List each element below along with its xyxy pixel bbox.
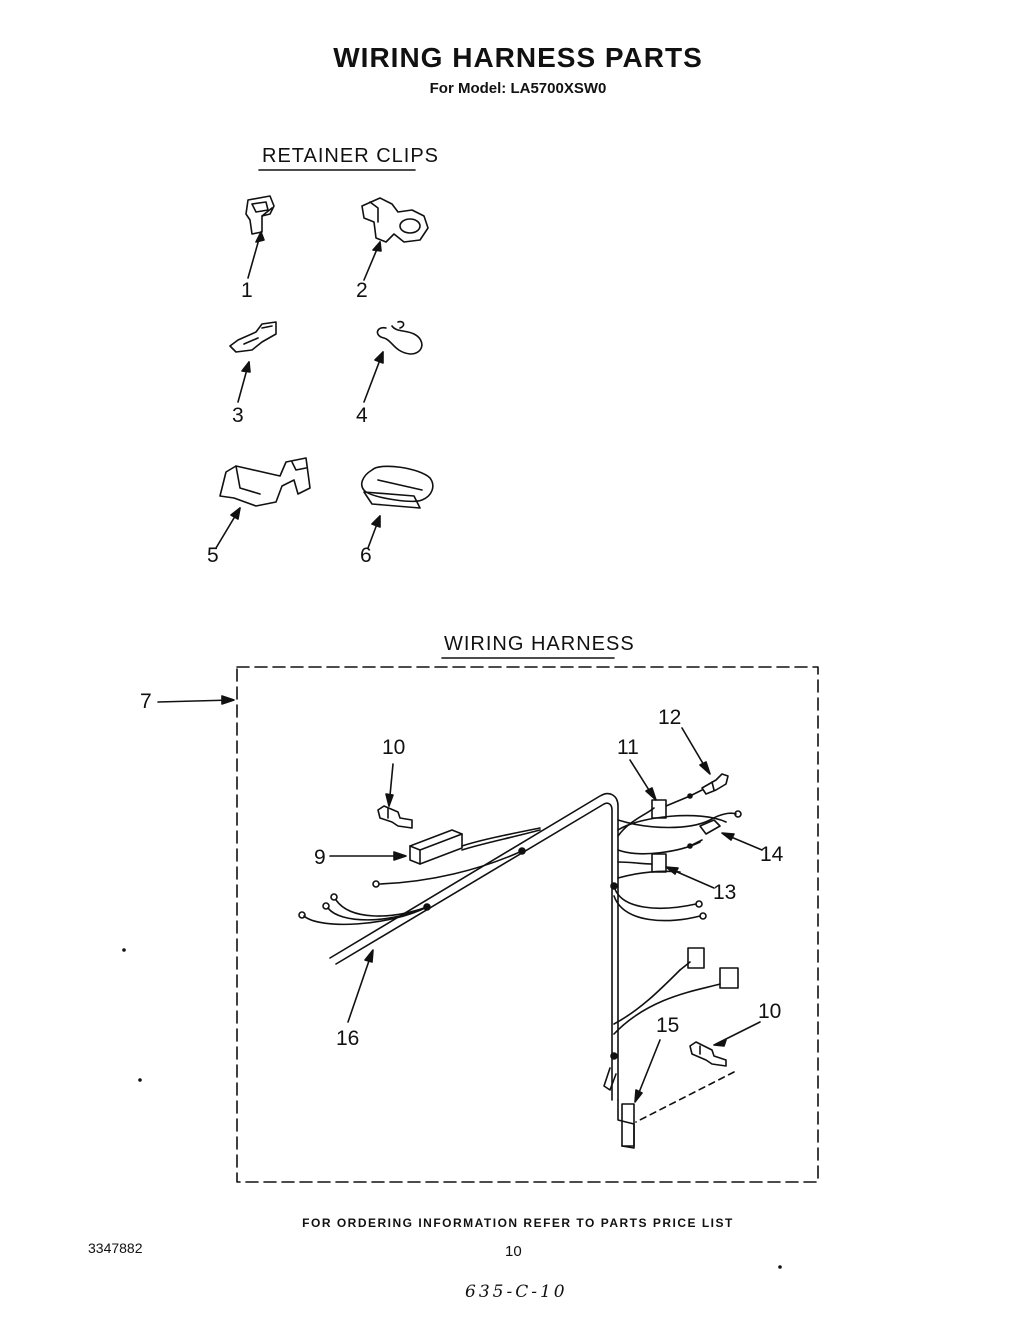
document-number: 3347882 xyxy=(88,1240,143,1256)
callout-15: 15 xyxy=(656,1014,680,1037)
arrowhead-5 xyxy=(231,508,240,519)
harness-trunk-drawing xyxy=(330,794,634,1148)
arrowhead-2 xyxy=(373,242,381,251)
page-number: 10 xyxy=(505,1243,522,1260)
arrowhead-14 xyxy=(722,833,734,840)
stray-mark xyxy=(779,1266,781,1268)
terminal-12-drawing xyxy=(702,774,728,794)
callout-16: 16 xyxy=(336,1027,360,1050)
callout-5: 5 xyxy=(207,544,219,567)
stray-mark xyxy=(123,949,125,951)
arrowhead-9 xyxy=(394,852,406,860)
arrowhead-4 xyxy=(375,352,383,363)
retainer-clip-1-drawing xyxy=(246,196,274,234)
arrowhead-15 xyxy=(635,1090,642,1102)
callout-1: 1 xyxy=(241,279,253,302)
callout-14: 14 xyxy=(760,843,784,866)
retainer-clip-2-drawing xyxy=(362,198,428,242)
terminal-10-top-drawing xyxy=(378,806,412,828)
handwritten-code: 635-C-10 xyxy=(465,1282,568,1302)
arrowhead-10-top xyxy=(386,794,393,806)
arrowhead-10-bottom xyxy=(714,1040,726,1046)
callout-7: 7 xyxy=(140,690,152,713)
page-title: WIRING HARNESS PARTS xyxy=(333,42,703,73)
harness-boundary xyxy=(237,667,818,1182)
right-branch-wires-drawing xyxy=(614,886,738,1034)
callout-11: 11 xyxy=(617,736,639,759)
connector-9-drawing xyxy=(410,830,462,864)
callout-12: 12 xyxy=(658,706,682,729)
arrowhead-7 xyxy=(222,696,234,704)
callout-6: 6 xyxy=(360,544,372,567)
terminal-10-dashed-link xyxy=(636,1072,734,1122)
leader-7 xyxy=(158,700,232,702)
callout-13: 13 xyxy=(713,881,737,904)
leader-16 xyxy=(348,952,372,1022)
arrowhead-11 xyxy=(646,788,656,800)
callout-4: 4 xyxy=(356,404,368,427)
retainer-clips-heading: RETAINER CLIPS xyxy=(262,145,439,167)
arrowhead-3 xyxy=(242,362,250,372)
callout-10-top: 10 xyxy=(382,736,406,759)
arrowhead-12 xyxy=(700,762,710,774)
connector-13-drawing xyxy=(618,854,680,878)
callout-3: 3 xyxy=(232,404,244,427)
callout-10-bottom: 10 xyxy=(758,1000,782,1023)
stray-mark xyxy=(139,1079,141,1081)
wiring-harness-heading: WIRING HARNESS xyxy=(444,633,635,655)
retainer-clip-6-drawing xyxy=(362,466,433,508)
ordering-note: FOR ORDERING INFORMATION REFER TO PARTS PRICE LIST xyxy=(302,1216,734,1230)
retainer-clip-5-drawing xyxy=(220,458,310,506)
callout-9: 9 xyxy=(314,846,326,869)
arrowhead-6 xyxy=(372,516,380,527)
connector-11-drawing xyxy=(618,790,702,836)
callout-2: 2 xyxy=(356,279,368,302)
retainer-clip-4-drawing xyxy=(377,322,421,354)
arrowhead-16 xyxy=(365,950,373,962)
model-subtitle: For Model: LA5700XSW0 xyxy=(429,80,607,97)
retainer-clip-3-drawing xyxy=(230,322,276,352)
